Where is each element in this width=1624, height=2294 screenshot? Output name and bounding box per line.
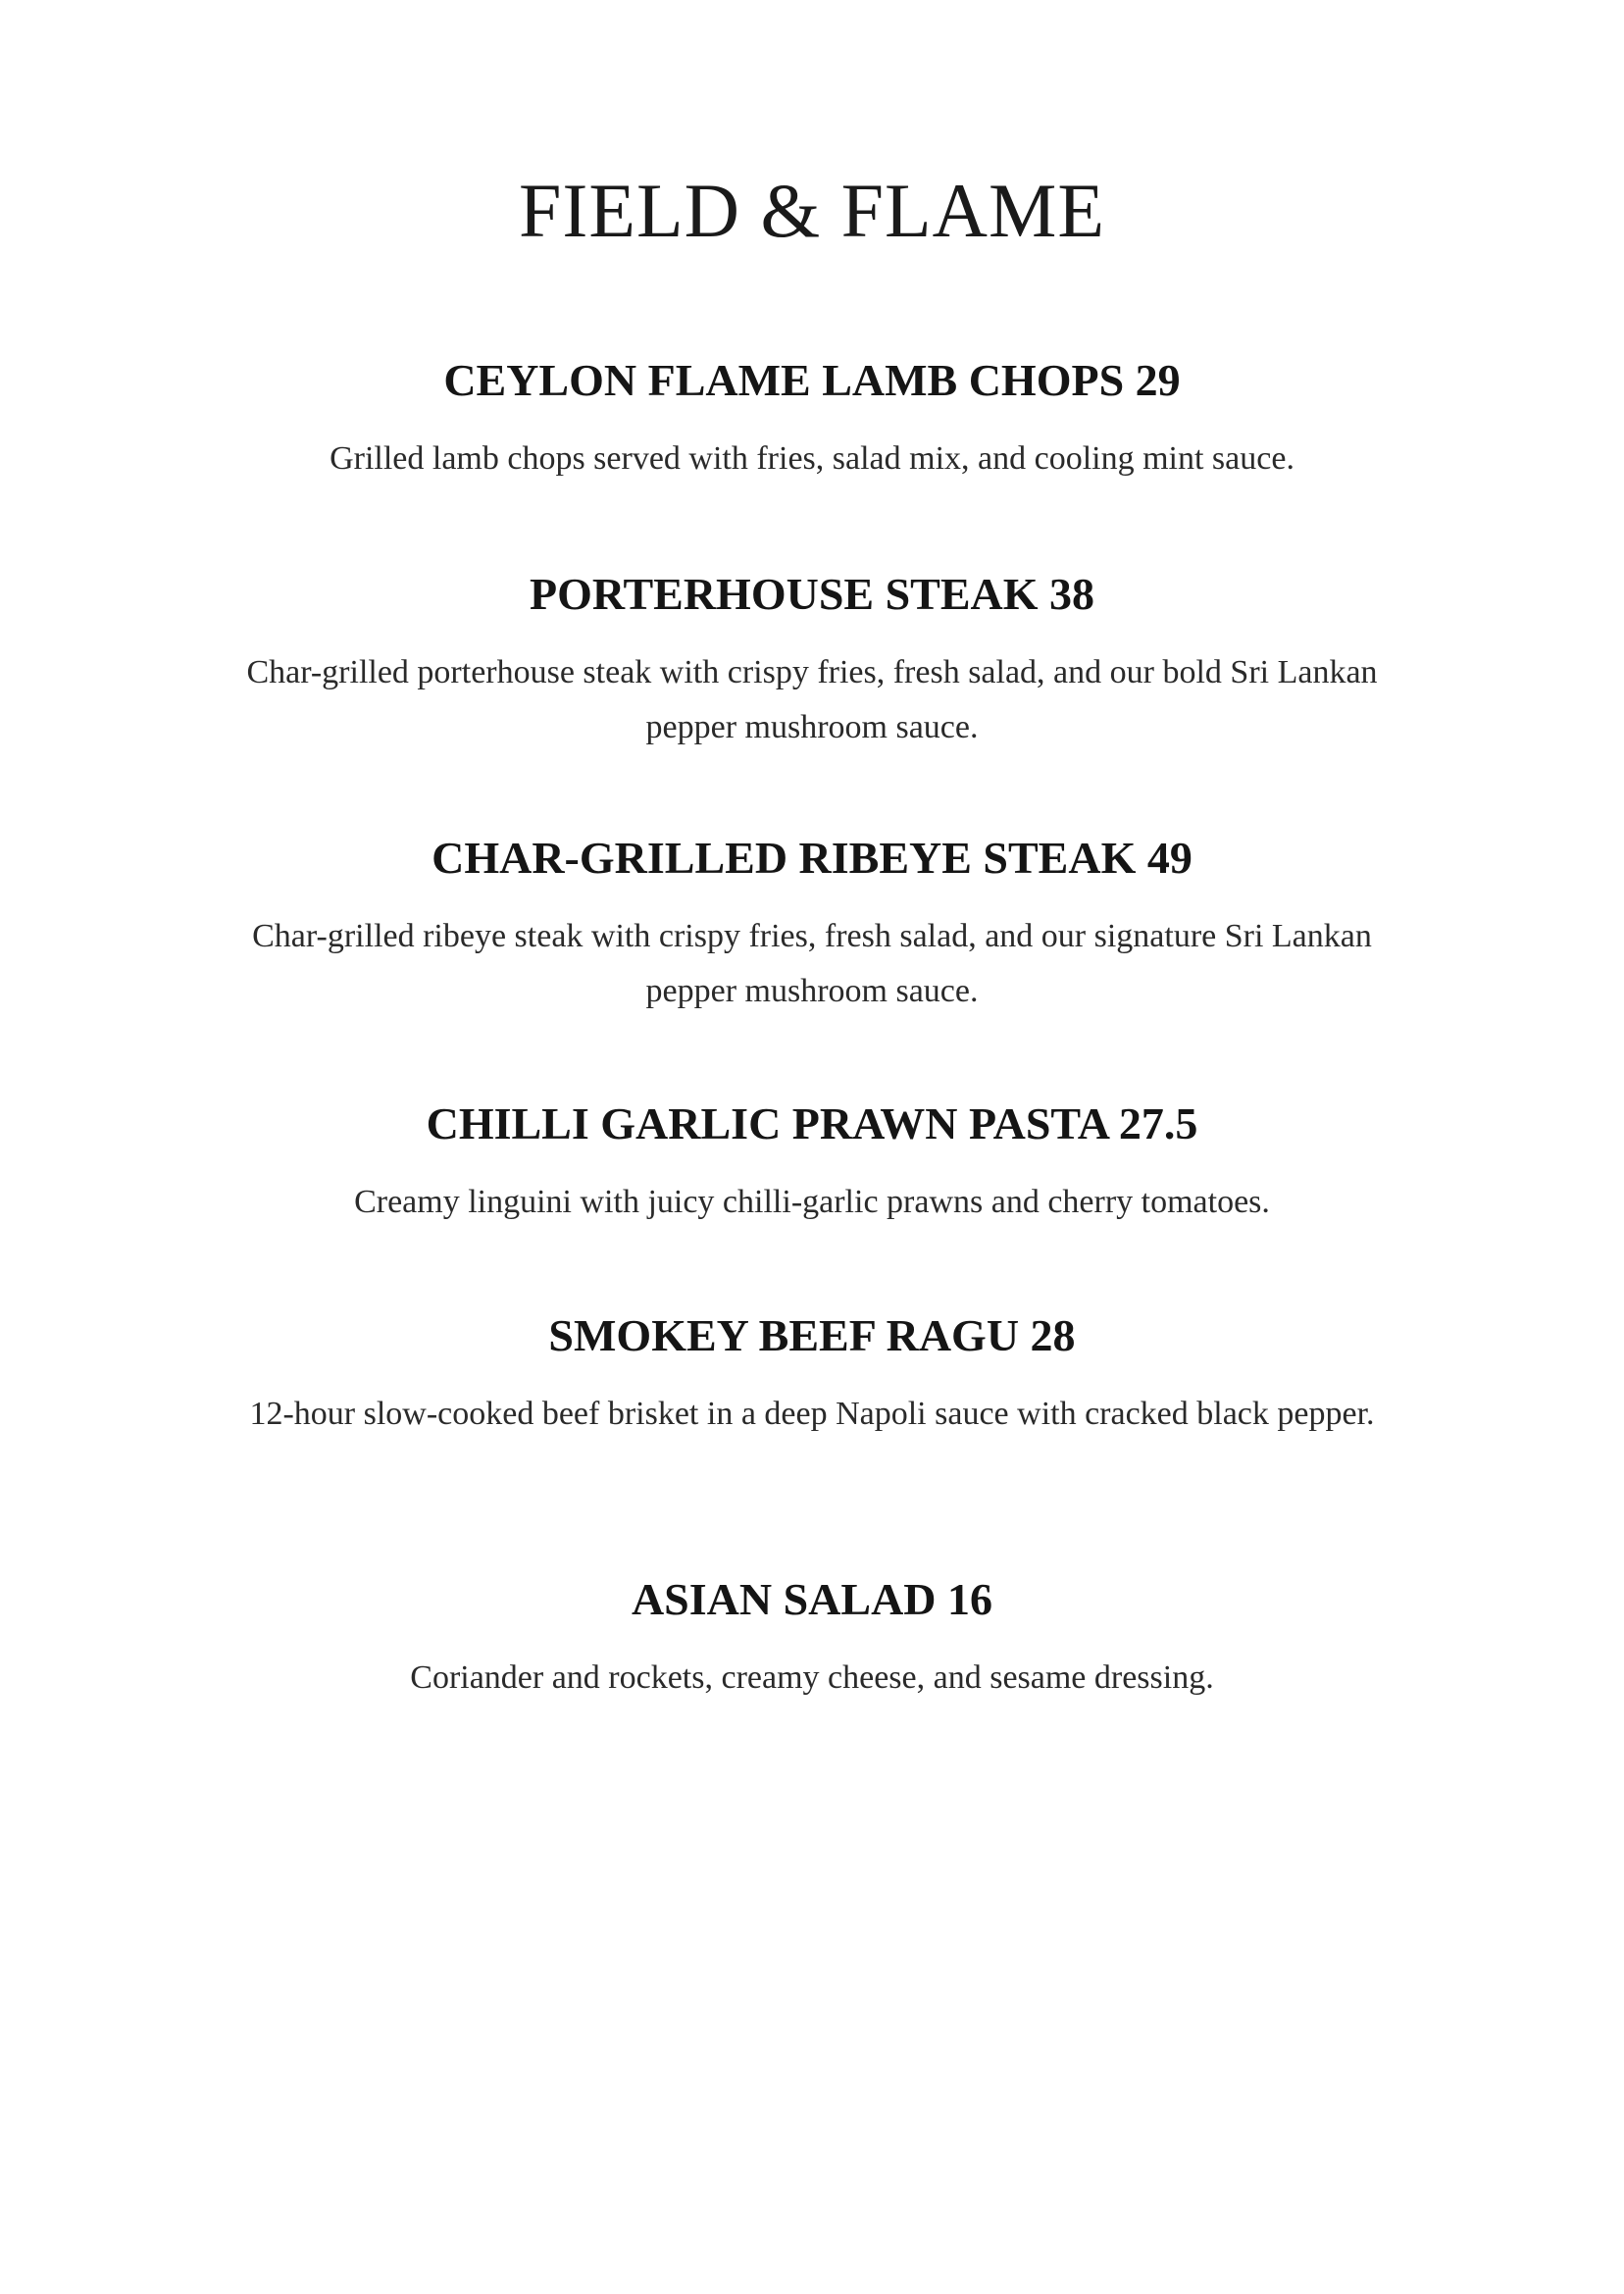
menu-item-description: Char-grilled ribeye steak with crispy fries, fresh salad, and our signature Sri Lankan pepper mushroom sauce. (252, 918, 1372, 1009)
menu-item-name: CHAR-GRILLED RIBEYE STEAK 49 (431, 833, 1193, 883)
menu-item (224, 565, 1400, 755)
menu-item (224, 1095, 1400, 1230)
menu-item-name: CEYLON FLAME LAMB CHOPS 29 (443, 355, 1181, 405)
menu-item (224, 351, 1400, 486)
menu-item-name: CHILLI GARLIC PRAWN PASTA 27.5 (426, 1098, 1198, 1148)
menu-item-description: Grilled lamb chops served with fries, salad mix, and cooling mint sauce. (330, 440, 1294, 477)
menu-item-description: 12-hour slow-cooked beef brisket in a deep Napoli sauce with cracked black pepper. (249, 1396, 1375, 1432)
menu-item (224, 1306, 1400, 1442)
menu-item (224, 1570, 1400, 1706)
menu-item-description: Coriander and rockets, creamy cheese, and sesame dressing. (410, 1659, 1214, 1696)
menu-item-name: SMOKEY BEEF RAGU 28 (548, 1310, 1076, 1360)
menu-item-name: PORTERHOUSE STEAK 38 (529, 569, 1095, 619)
menu-item-name: ASIAN SALAD 16 (631, 1574, 993, 1624)
menu-title: FIELD & FLAME (519, 168, 1105, 253)
menu-item-description: Creamy linguini with juicy chilli-garlic prawns and cherry tomatoes. (354, 1184, 1270, 1220)
menu-item-description: Char-grilled porterhouse steak with crispy fries, fresh salad, and our bold Sri Lankan pepper mushroom sauce. (246, 654, 1378, 745)
menu-item (224, 829, 1400, 1019)
